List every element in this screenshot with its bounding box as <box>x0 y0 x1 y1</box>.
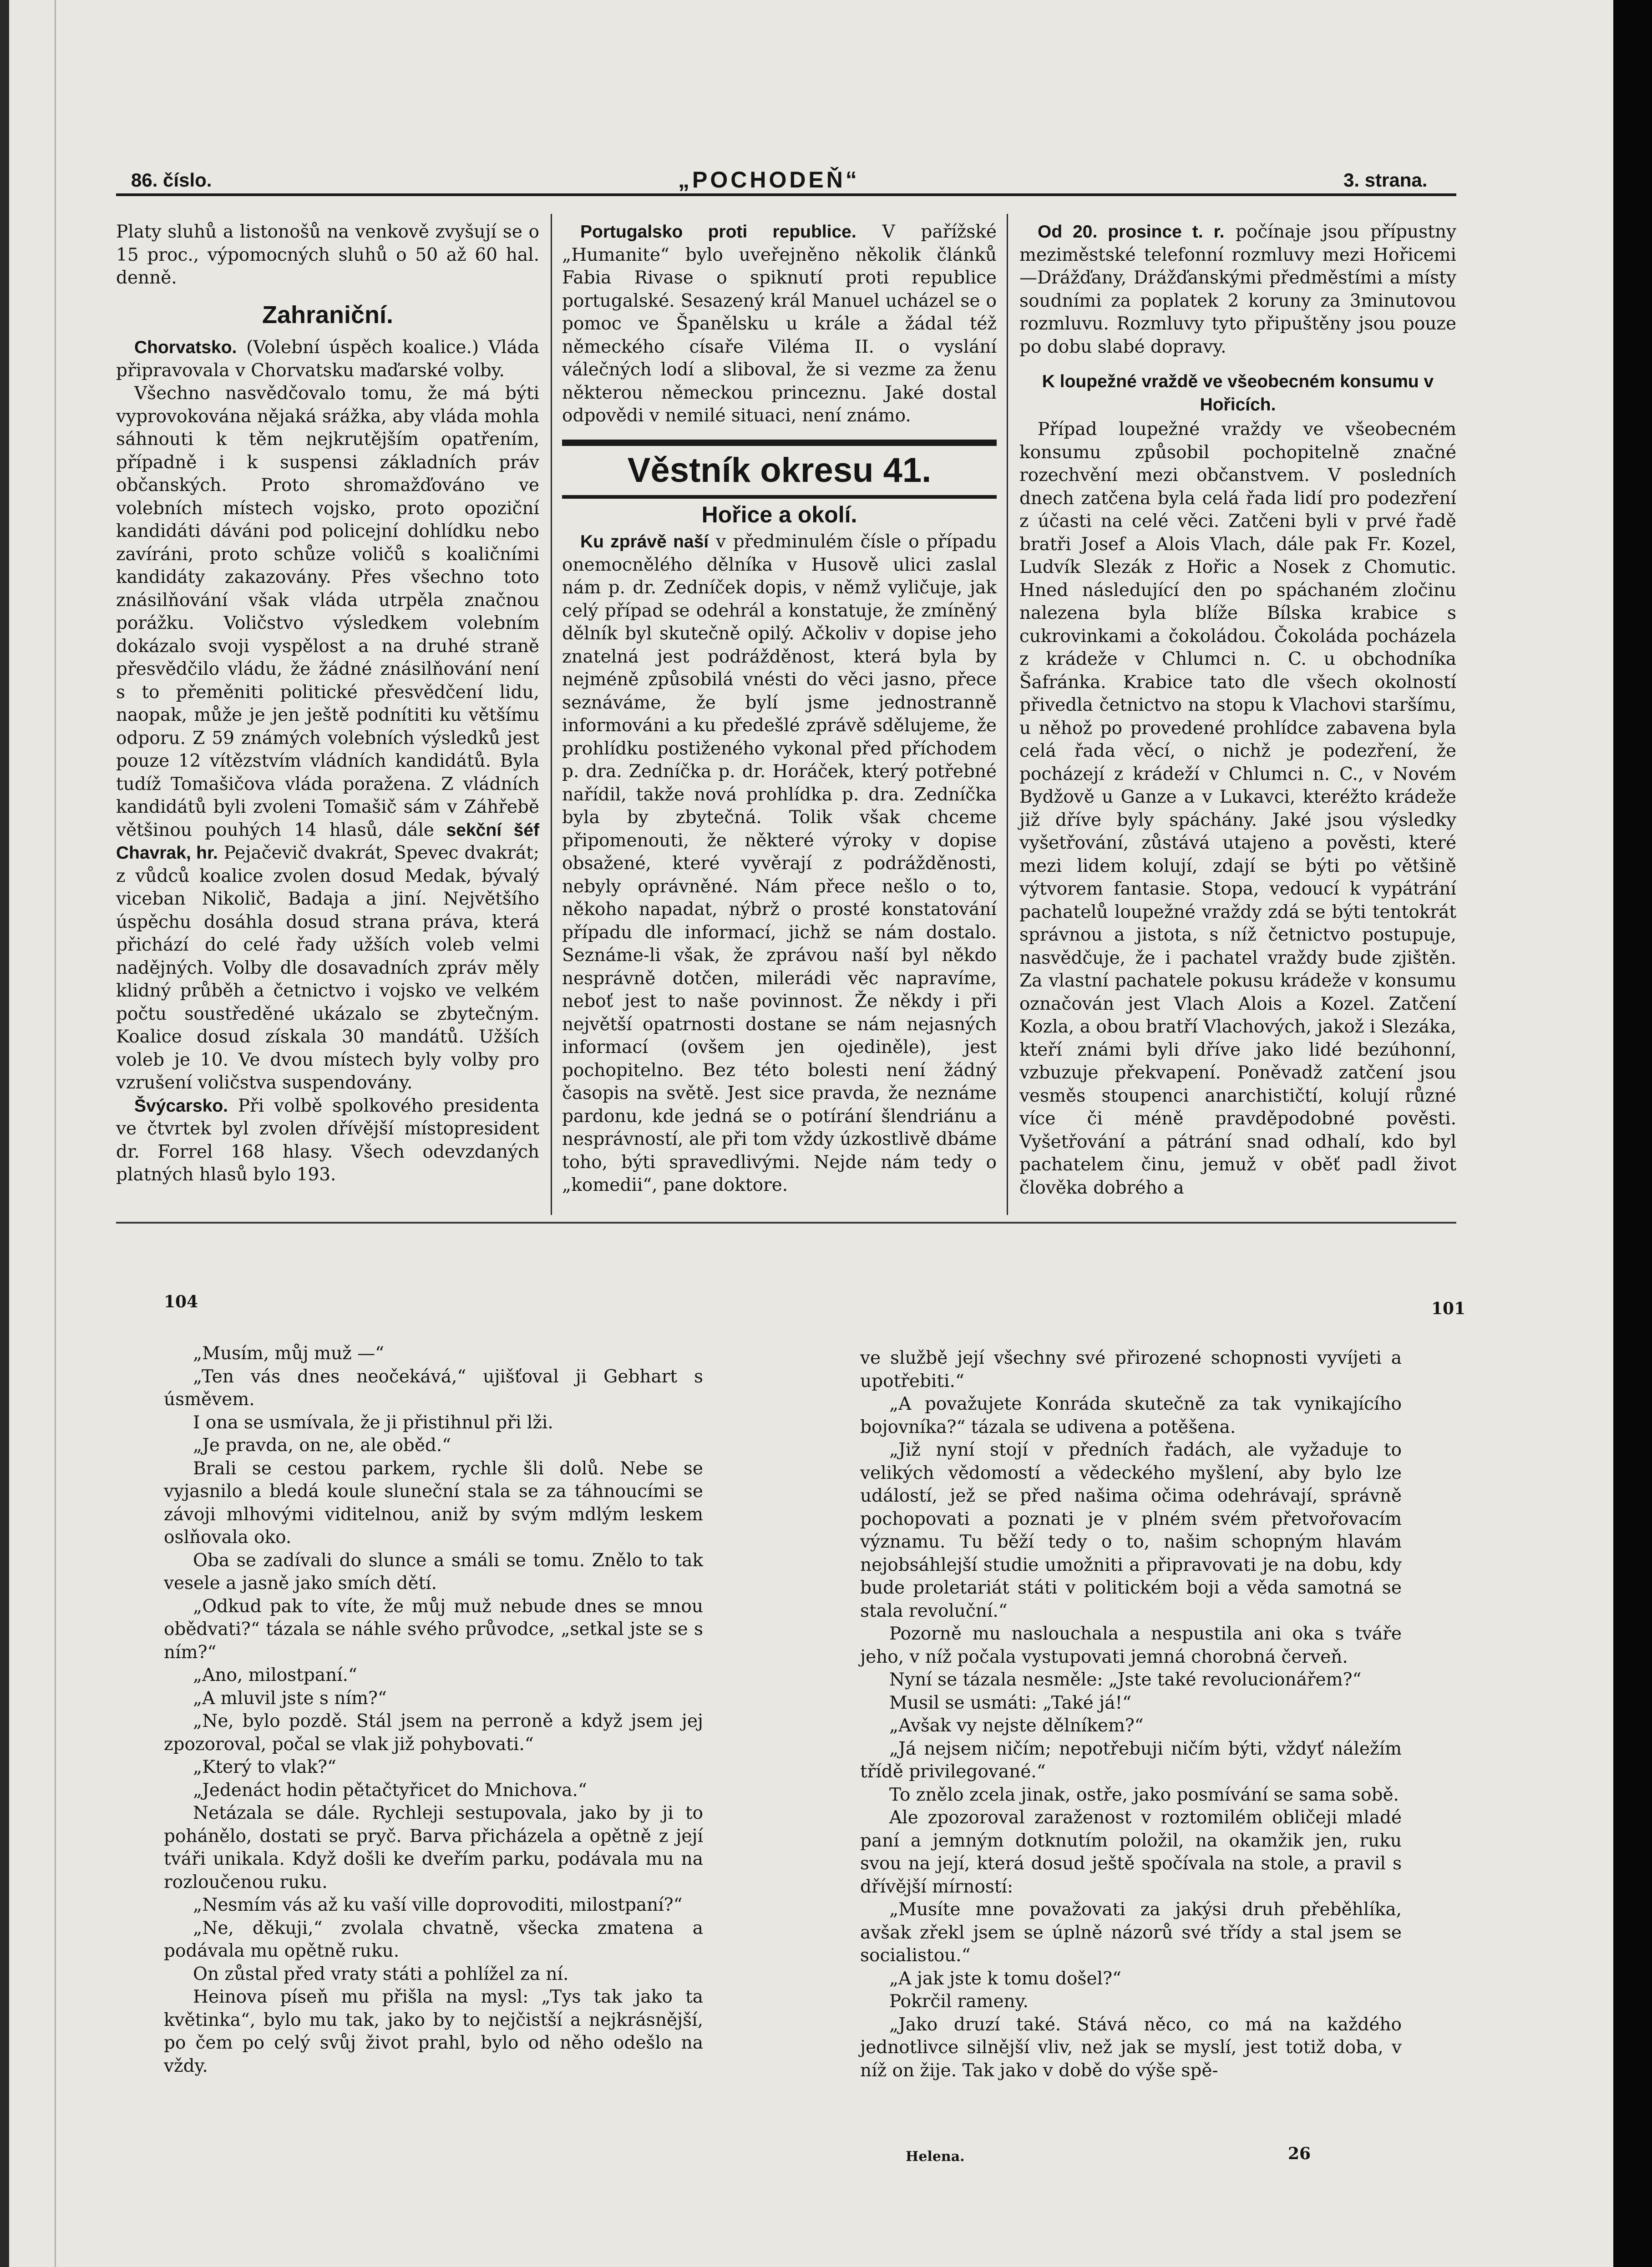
novel-paragraph: Heinova píseň mu přišla na mysl: „Tys tak jako ta květinka“, bylo mu tak, jako by to nejčistší a nejkrásnější, po čem po celý svůj život prahl, bylo od něho odešlo na vždy. <box>164 1987 703 2076</box>
left-edge-shadow <box>0 0 9 2267</box>
novel-paragraph: „Jedenáct hodin pětačtyřicet do Mnichova.“ <box>193 1780 587 1801</box>
fold-line <box>55 0 56 2267</box>
article-lead: Ku zprávě naší <box>580 532 709 552</box>
section-heading-foreign: Zahraniční. <box>262 301 394 329</box>
novel-paragraph: Ale zpozoroval zaraženost v roztomilém obličeji mladé paní a jemným dotknutím položil, na okamžik jen, ruku svou na její, která dosud ještě spočívala na stole, a pravil s dřívější mírností: <box>860 1807 1402 1897</box>
article-text: Při volbě spolkového presidenta ve čtvrtek byl zvolen dřívější místopresident dr. Forrel 168 hlasy. Všech odevzdaných platných hlasů bylo 193. <box>116 1095 539 1185</box>
novel-footer-title: Helena. <box>906 2149 965 2165</box>
novel-paragraph: „Ne, děkuji,“ zvolala chvatně, všecka zmatena a podávala mu opětně ruku. <box>164 1918 703 1961</box>
article-text: Pejačevič dvakrát, Spevec dvakrát; z vůdců koalice zvolen dosud Medak, bývalý viceban Nikolič, Badaja a jiní. Největšího úspěchu dosáhla dosud strana práva, která přichází do celé řady užších voleb velmi nadějných. Volby dle dosavadních zpráv mělу klidný průběh a četnictvo i vojsko ve velkém počtu soustředěné ukázalo se zbytečným. Koalice dosud získala 30 mandátů. Užších voleb je 10. Ve dvou místech byly volby pro vzrušení voličstva suspendovány. <box>116 843 539 1093</box>
novel-paragraph: Nyní se tázala nesměle: „Jste také revolucionářem?“ <box>889 1670 1362 1690</box>
novel-paragraph: „Který to vlak?“ <box>193 1757 336 1777</box>
article-text: (Volební úspěch koalice.) Vláda připravovala v Chorvatsku maďarské volby. <box>116 337 539 381</box>
intro-paragraph: Platy sluhů a listonošů na venkově zvyšují se o 15 proc., výpomocných sluhů o 50 až 60 hal. denně. <box>116 222 539 288</box>
novel-right-column <box>860 1347 1402 2082</box>
article-croatia <box>116 336 539 382</box>
novel-paragraph: „Nesmím vás až ku vaší ville doprovoditi, milostpaní?“ <box>193 1895 683 1915</box>
column-1 <box>116 221 539 1187</box>
header-rule <box>116 193 1456 196</box>
section-heading-district: Věstník okresu 41. <box>562 440 997 499</box>
column-divider <box>1007 214 1008 1215</box>
novel-paragraph: „Ano, milostpaní.“ <box>193 1665 357 1685</box>
article-local-report <box>562 531 997 1197</box>
article-text: V pařížské „Humanite“ bylo uveřejněno několik článků Fabia Rivase o spiknutí proti republice portugalské. Sesazený král Manuel ucházel se o pomoc ve Španělsku u krále a žádal též německého císaře Viléma II. o vyslání válečných lodí a sliboval, že si vezme za ženu některou německou princeznu. Jaké dostal odpovědi v nemilé situaci, není známo. <box>562 222 997 426</box>
novel-paragraph: „A jak jste k tomu došel?“ <box>889 1968 1121 1989</box>
novel-paragraph: „Musím, můj muž —“ <box>193 1343 385 1364</box>
novel-paragraph: ve službě její všechny své přirozené schopnosti vyvíjeti a upotřebiti.“ <box>860 1348 1402 1392</box>
issue-number: 86. číslo. <box>131 169 212 191</box>
novel-paragraph: To znělo zcela jinak, ostře, jako posmívání se sama sobě. <box>889 1784 1399 1805</box>
article-text: počínaje jsou přípustny meziměstské telefonní rozmluvy mezi Hořicemi —Drážďany, Drážďanskými předměstími a místy soudními za poplatek 2 koruny za 3minutovou rozmluvu. Rozmluvy tyto připuštěny jsou pouze po dobu slabé dopravy. <box>1019 222 1456 357</box>
novel-paragraph: „Musíte mne považovati za jakýsi druh přeběhlíka, avšak zřekl jsem se úplně názorů své třídy a stal jsem se socialistou.“ <box>860 1899 1402 1966</box>
novel-paragraph: „Ne, bylo pozdě. Stál jsem na perroně a když jsem jej zpozoroval, počal se vlak již pohybovati.“ <box>164 1711 703 1755</box>
scan-border <box>1613 0 1652 2267</box>
article-portugal <box>562 221 997 428</box>
section-heading-local: Hořice a okolí. <box>701 501 857 527</box>
novel-paragraph: „Již nyní stojí v předních řadách, ale vyžaduje to velikých vědomostí a vědeckého myšlení, aby bylo lze událostí, jež se před našima očima odehrávají, správně pochopovati a poznati je v plném svém přetvořovacím významu. Tu běží tedy o to, našim schopným hlavám nejobsáhlejší studie umožniti a připravovati je na dobu, kdy bude proletariát státi v politickém boji a věda samotná se stala revoluční.“ <box>860 1440 1402 1621</box>
article-lead: Od 20. prosince t. r. <box>1038 222 1225 242</box>
article-murder <box>1019 418 1456 1199</box>
novel-paragraph: „Avšak vy nejste dělníkem?“ <box>889 1715 1144 1736</box>
novel-paragraph: Pokrčil rameny. <box>889 1991 1029 2012</box>
column-3 <box>1019 221 1456 1199</box>
novel-paragraph: „Je pravda, on ne, ale oběd.“ <box>193 1435 451 1456</box>
article-bold-text: sekční šéf Chavrak, hr. <box>116 820 539 863</box>
novel-paragraph: I ona se usmívala, že ji přistihnul při lži. <box>193 1412 553 1433</box>
article-text: Případ loupežné vraždy ve všeobecném konsumu způsobil pochopitelně značné rozechvění mezi občanstvem. V posledních dnech zatčena byla celá řada lidí pro podezření z účasti na celé věci. Zatčeni byli v prvé řadě bratři Josef a Alois Vlach, dále pak Fr. Kozel, Ludvík Slezák z Hořic a Nosek z Chomutic. Hned následující den po spáchaném zločinu nalezena byla blíže Bílska krabice s cukrovinkami a čokoládou. Čokoláda pocházela z krádeže v Chlumci n. C. u obchodníka Šafránka. Krabice tato dle všech okolností přivedla četnictvo na stopu k Vlachovi staršímu, u něhož po provedené prohlídce zabavena byla celá řada věcí, o nichž je podezření, že pocházejí z krádeží v Chlumci n. C., v Novém Bydžově u Ganze a v Lukavci, kteréžto krádeže již dříve byly spáchány. Jaké jsou výsledky vyšetřování, zůstává utajeno a pověsti, které mezi lidem kolují, zdají se býti po většině výtvorem fantasie. Stopa, vedoucí k vypátrání pachatelů loupežné vraždy zdá se býti tentokrát správnou a jistota, s níž četnictvo postupuje, nasvědčuje, že i pachatel vraždy bude zjištěn. Za vlastní pachatele pokusu krádeže v konsumu označován jest Vlach Alois a Kozel. Zatčení Kozla, a obou bratří Vlachových, jakož i Slezáka, kteří známi byli dříve jako lidé bezúhonní, vzbuzuje překvapení. Poněvadž zatčení jsou vesměs stoupenci anarchističtí, kolují různé více či méně pravděpodobné pověsti. Vyšetřování a pátrání snad odhalí, kdo byl pachatelem činu, jemuž v oběť padl život člověka dobrého a <box>1019 419 1456 1198</box>
newspaper-title: „POCHODEŇ“ <box>678 167 860 192</box>
novel-paragraph: „Já nejsem ničím; nepotřebuji ničím býti, vždyť náležím třídě privilegované.“ <box>860 1738 1402 1782</box>
novel-page-right: 101 <box>1431 1299 1466 1318</box>
novel-paragraph: „Odkud pak to víte, že můj muž nebude dnes se mnou obědvati?“ tázala se náhle svého průvodce, „setkal jste se s ním?“ <box>164 1596 703 1663</box>
article-switzerland <box>116 1095 539 1187</box>
novel-paragraph: Musil se usmáti: „Také já!“ <box>889 1692 1132 1713</box>
novel-paragraph: Oba se zadívali do slunce a smáli se tomu. Znělo to tak vesele a jasně jako smích dětí. <box>164 1550 703 1594</box>
novel-paragraph: „A považujete Konráda skutečně za tak vynikajícího bojovníka?“ tázala se udivena a potěšena. <box>860 1394 1402 1437</box>
page-number: 3. strana. <box>1343 169 1428 191</box>
article-text: v předminulém čísle o případu onemocnělého dělníka v Husově ulici zaslal nám p. dr. Zedníček dopis, v němž vyličuje, jak celý případ se odehrál a konstatuje, že zmíněný dělník byl skutečně opilý. Ačkoliv v dopise jeho znatelná jest podrážděnost, která byla by nejméně způsobilá vnésti do věci jasno, přece seznáváme, že bylí jsme jednostranně informováni a ku předešlé zprávě sdělujeme, že prohlídku postiženého vykonal před příchodem p. dra. Zedníčka p. dr. Horáček, který potřebné nařídil, takže nová prohlídka p. dra. Zedníčka byla by zbytečná. Tolik však chceme připomenouti, že některé výroky v dopise obsažené, které vyvěrají z podrážděnosti, nebyly oprávněné. Nám přece nešlo o to, někoho napadat, nýbrž o prosté konstatování případu dle informací, jichž se nám dostalo. Seznáme-li však, že zprávou naší byl někdo nesprávně dotčen, milerádi věc napravíme, neboť jest to naše povinnost. Že někdy i při největší opatrnosti dostane se nám nejasných informací (ovšem jen ojediněle), jest pochopitelno. Bez této bolesti není žádný časopis na světě. Jest sice pravda, že neznáme pardonu, kde jedná se o potírání šlendriánu a nesprávností, ale při tom vždy úzkostlivě dbáme toho, býti spravedlivými. Nejde nám tedy o „komedii“, pane doktore. <box>562 531 997 1195</box>
column-divider <box>551 214 552 1215</box>
section-separator <box>116 1222 1456 1224</box>
novel-paragraph: On zůstal před vraty státi a pohlížel za ní. <box>193 1963 569 1984</box>
article-lead: Švýcarsko. <box>134 1096 228 1116</box>
article-text: Všechno nasvědčovalo tomu, že má býti vyprovokována nějaká srážka, aby vláda mohla sáhnouti k těm nejkrutějším opatřením, případně i k suspensi základních práv občanských. Proto shromažďováno ve volebních místech vojsko, proto opoziční kandidáti dáváni pod policejní dohlídku nebo zavíráni, proto schůze voličů s koaličními kandidáty zakazovány. Přes všechno toto znásilňování však vláda utrpěla značnou porážku. Voličstvo výsledkem volebním dokázalo svoji vyspělost a na druhé straně přesvědčilo vládu, že žádné znásilňování není s to přeměniti politické přesvědčení lidu, naopak, může je jen ještě podnítiti ku většímu odporu. Z 59 známých volebních výsledků jest pouze 12 vítězstvím vládních kandidátů. Byla tudíž Tomašičova vláda poražena. Z vládních kandidátů byli zvoleni Tomašič sám v Záhřebě většinou pouhých 14 hlasů, dále <box>116 383 539 840</box>
novel-paragraph: Brali se cestou parkem, rychle šli dolů. Nebe se vyjasnilo a bledá koule sluneční stala se za táhnoucími se závoji mlhovými viditelnou, aniž by svým mdlým leskem oslňovala oko. <box>164 1458 703 1548</box>
novel-page-left: 104 <box>164 1292 198 1311</box>
novel-paragraph: Pozorně mu naslouchala a nespustila ani oka s tváře jeho, v níž počala vystupovati jemná chorobná červeň. <box>860 1624 1402 1667</box>
article-lead: Portugalsko proti republice. <box>580 222 856 242</box>
novel-paragraph: „Jako druzí také. Stává něco, co má na každého jednotlivce silnější vliv, než jak se myslí, jest totiž doba, v níž on žije. Tak jako v době do výše spě- <box>860 2014 1402 2081</box>
novel-paragraph: Netázala se dále. Rychleji sestupovala, jako by ji to pohánělo, dostati se pryč. Barva přicházela a opětně z její tváři unikala. Když došli ke dveřím parku, podávala mu na rozloučenou ruku. <box>164 1803 703 1893</box>
novel-paragraph: „Ten vás dnes neočekává,“ ujišťoval ji Gebhart s úsměvem. <box>164 1366 703 1410</box>
article-subheading: K loupežné vraždě ve všeobecném konsumu v Hořicích. <box>1042 372 1434 415</box>
novel-paragraph: „A mluvil jste s ním?“ <box>193 1688 387 1709</box>
article-telephone <box>1019 221 1456 359</box>
novel-footer-number: 26 <box>1288 2144 1311 2163</box>
novel-left-column <box>164 1342 703 2078</box>
article-croatia-body <box>116 382 539 1095</box>
article-lead: Chorvatsko. <box>134 338 237 357</box>
column-2 <box>562 221 997 1197</box>
